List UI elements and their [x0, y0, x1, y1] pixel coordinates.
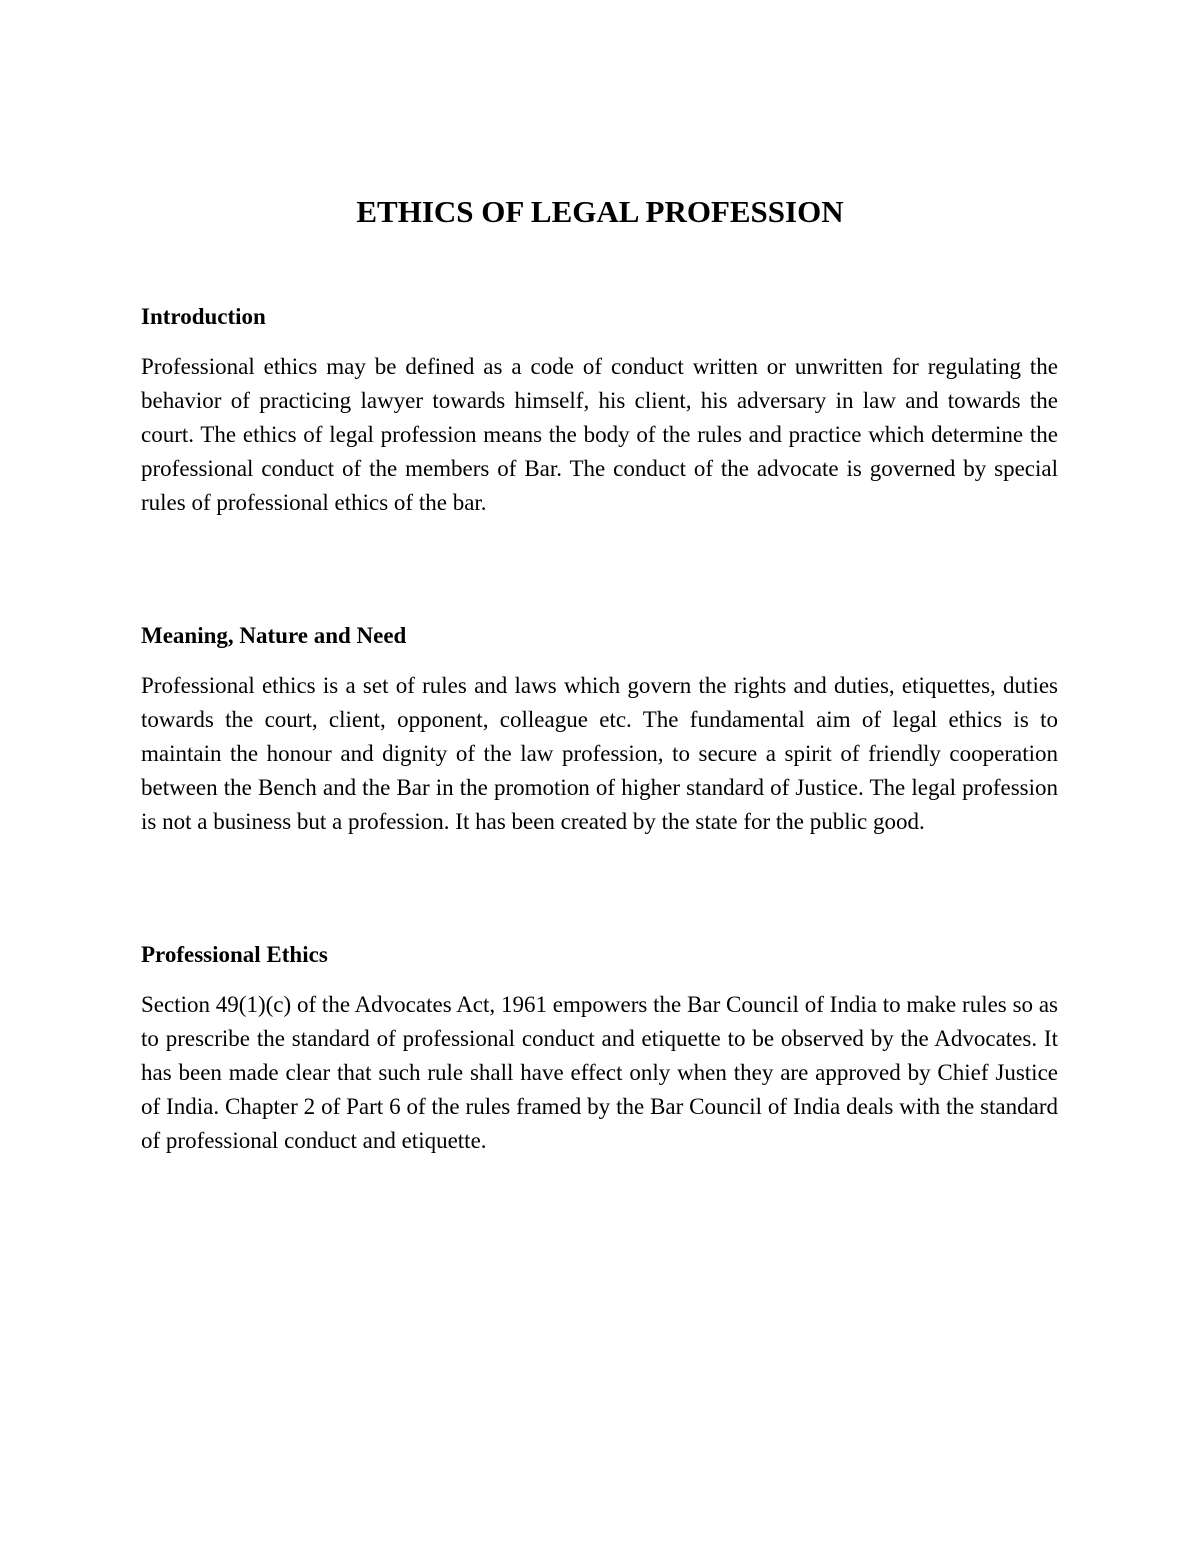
- section-heading: Introduction: [141, 304, 266, 329]
- section-professional-ethics: [141, 940, 1058, 1158]
- document-title: ETHICS OF LEGAL PROFESSION: [356, 194, 844, 229]
- section-paragraph: Professional ethics may be defined as a code of conduct written or unwritten for regulating the behavior of practicing lawyer towards himself, his client, his adversary in law and towards the court. The ethics of legal profession means the body of the rules and practice which determine the professional conduct of the members of Bar. The conduct of the advocate is governed by special rules of professional ethics of the bar.: [141, 354, 1058, 515]
- section-heading: Meaning, Nature and Need: [141, 623, 407, 648]
- section-heading: Professional Ethics: [141, 942, 328, 967]
- section-paragraph: Professional ethics is a set of rules and laws which govern the rights and duties, etiquettes, duties towards the court, client, opponent, colleague etc. The fundamental aim of legal ethics is to maintain the honour and dignity of the law profession, to secure a spirit of friendly cooperation between the Bench and the Bar in the promotion of higher standard of Justice. The legal profession is not a business but a profession. It has been created by the state for the public good.: [141, 673, 1058, 834]
- section-paragraph: Section 49(1)(c) of the Advocates Act, 1961 empowers the Bar Council of India to make rules so as to prescribe the standard of professional conduct and etiquette to be observed by the Advocates. It has been made clear that such rule shall have effect only when they are approved by Chief Justice of India. Chapter 2 of Part 6 of the rules framed by the Bar Council of India deals with the standard of professional conduct and etiquette.: [141, 992, 1058, 1153]
- section-introduction: [141, 302, 1058, 520]
- section-meaning-nature-need: [141, 621, 1058, 839]
